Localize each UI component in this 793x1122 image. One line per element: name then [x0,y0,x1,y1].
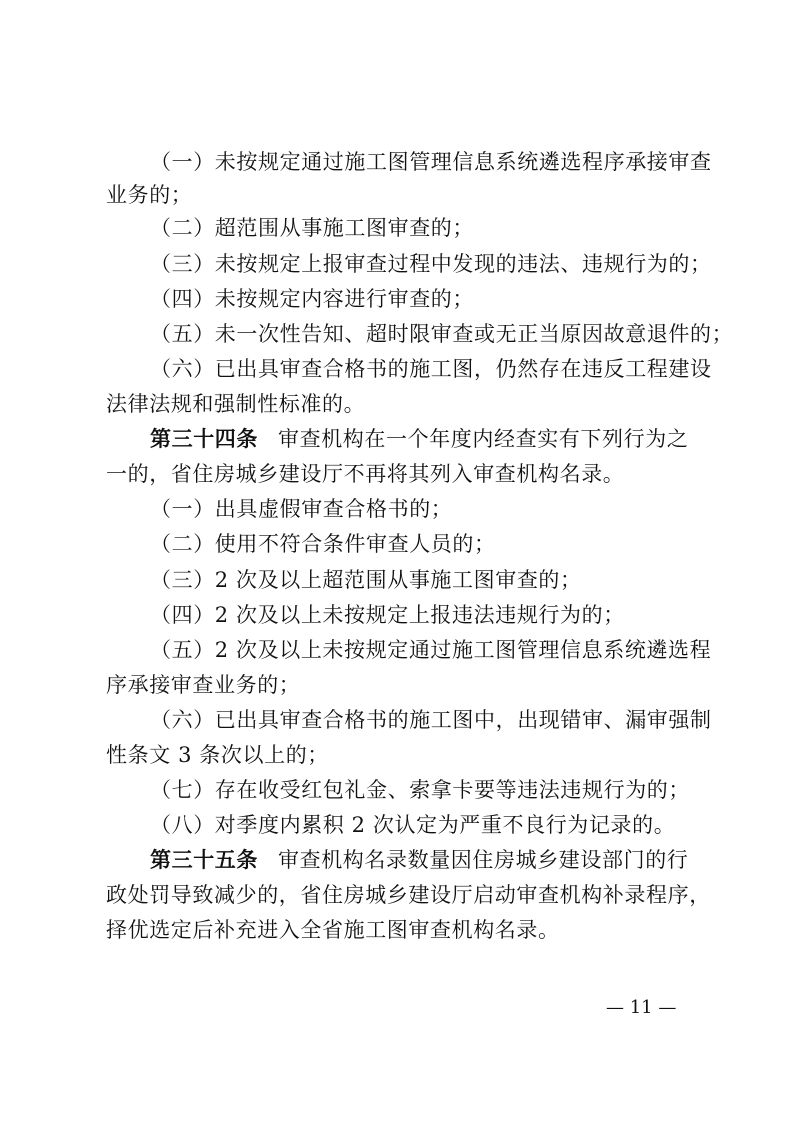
article-line-continuation: 择优选定后补充进入全省施工图审查机构名录。 [106,918,560,942]
article-35 [150,846,710,874]
page-number: — 11 — [606,997,677,1018]
clause-line: （一）出具虚假审查合格书的； [150,497,453,521]
clause-line: （二）超范围从事施工图审查的； [150,216,474,240]
clause-line: （二）使用不符合条件审查人员的； [150,532,496,556]
clause-line: （六）已出具审查合格书的施工图中，出现错审、漏审强制 [150,708,712,732]
clause-line: （四）2 次及以上未按规定上报违法违规行为的； [150,603,625,627]
article-heading: 第三十四条 [150,426,258,451]
clause-line: （五）未一次性告知、超时限审查或无正当原因故意退件的； [150,322,734,346]
article-line-continuation: 政处罚导致减少的，省住房城乡建设厅启动审查机构补录程序， [106,883,711,907]
clause-line: （八）对季度内累积 2 次认定为严重不良行为记录的。 [150,813,676,837]
clause-line: （五）2 次及以上未按规定通过施工图管理信息系统遴选程 [150,638,712,662]
clause-line-continuation: 性条文 3 条次以上的； [106,743,329,767]
article-text: 审查机构在一个年度内经查实有下列行为之 [278,427,689,451]
clause-line-continuation: 序承接审查业务的； [106,673,301,697]
article-line-continuation: 一的，省住房城乡建设厅不再将其列入审查机构名录。 [106,462,625,486]
article-text: 审查机构名录数量因住房城乡建设部门的行 [278,848,689,872]
clause-line: （四）未按规定内容进行审查的； [150,287,474,311]
article-34 [150,425,710,453]
clause-line: （三）2 次及以上超范围从事施工图审查的； [150,568,582,592]
article-heading: 第三十五条 [150,847,258,872]
clause-line: （七）存在收受红包礼金、索拿卡要等违法违规行为的； [150,778,690,802]
clause-line: （六）已出具审查合格书的施工图，仍然存在违反工程建设 [150,357,712,381]
clause-line-continuation: 业务的； [106,183,193,207]
clause-line: （一）未按规定通过施工图管理信息系统遴选程序承接审查 [150,150,712,174]
clause-line: （三）未按规定上报审查过程中发现的违法、违规行为的； [150,252,712,276]
clause-line-continuation: 法律法规和强制性标准的。 [106,392,366,416]
